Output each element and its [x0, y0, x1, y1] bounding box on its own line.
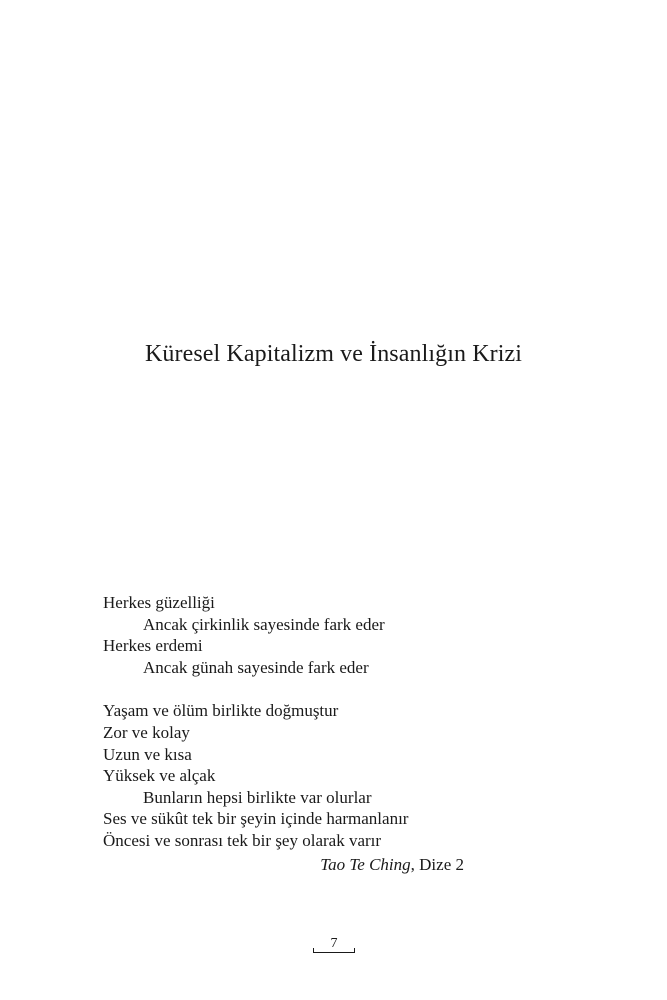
poem-line: Bunların hepsi birlikte var olurlar [143, 787, 372, 807]
poem-line: Yüksek ve alçak [103, 766, 216, 786]
poem-line: Herkes güzelliği [103, 593, 215, 612]
poem-stanza-1 [103, 592, 483, 678]
page-number: 7 [313, 936, 355, 953]
poem-attribution [103, 854, 464, 876]
poem-stanza-2 [103, 700, 483, 851]
page-title: Küresel Kapitalizm ve İnsanlığın Krizi [144, 341, 523, 367]
poem-line: Ancak çirkinlik sayesinde fark eder [143, 614, 385, 634]
poem-line: Herkes erdemi [103, 636, 203, 656]
epigraph-poem [103, 592, 483, 875]
poem-line: Ses ve sükût tek bir şeyin içinde harmanlanır [103, 809, 409, 829]
attribution-verse: , Dize 2 [410, 854, 464, 874]
poem-line: Ancak günah sayesinde fark eder [143, 657, 369, 677]
poem-line: Uzun ve kısa [103, 744, 192, 764]
attribution-work-title: Tao Te Ching [320, 854, 411, 874]
poem-line: Zor ve kolay [103, 722, 190, 742]
poem-line: Öncesi ve sonrası tek bir şey olarak varır [103, 830, 382, 850]
poem-line: Yaşam ve ölüm birlikte doğmuştur [103, 701, 339, 721]
